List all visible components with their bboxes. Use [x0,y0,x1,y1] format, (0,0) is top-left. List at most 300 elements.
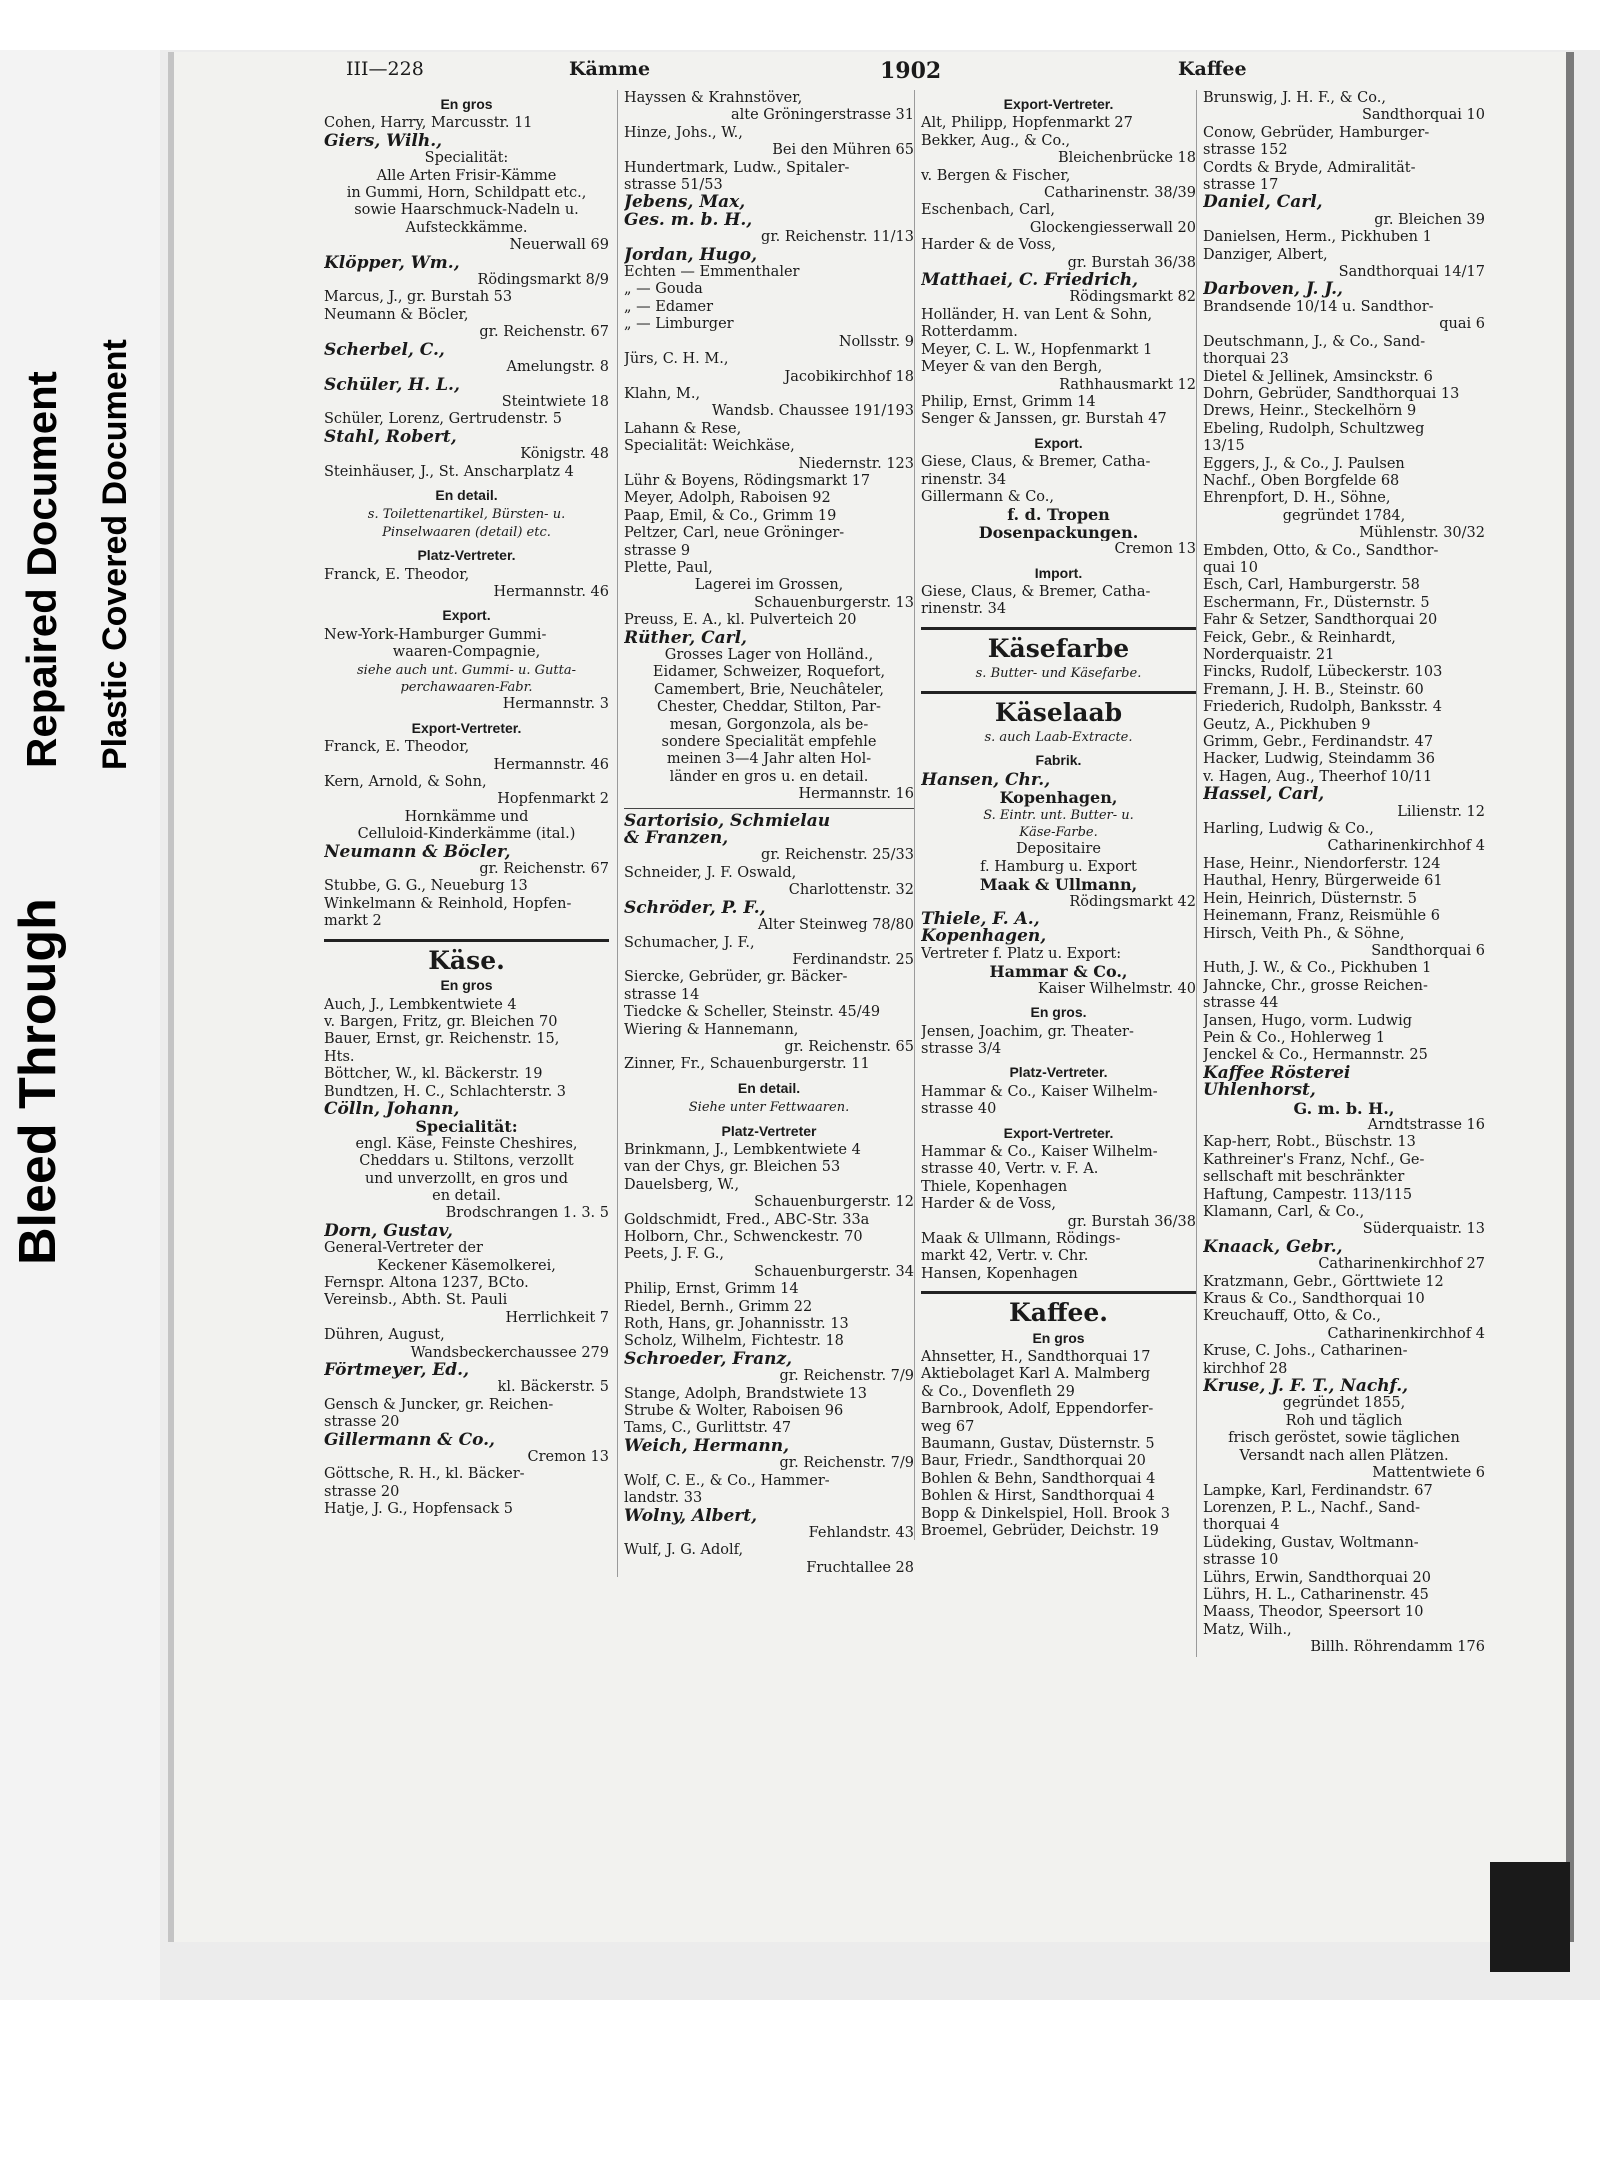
header-year: 1902 [880,58,942,84]
directory-entry: v. Hagen, Aug., Theerhof 10/11 [1203,768,1433,785]
directory-entry: Hacker, Ludwig, Steindamm 36 [1203,751,1435,768]
directory-entry: Auch, J., Lembkentwiete 4 [324,996,517,1013]
directory-entry: Bauer, Ernst, gr. Reichenstr. 15, [324,1031,560,1048]
entry-description: sowie Haarschmuck-Nadeln u. [354,202,579,219]
directory-entry: sellschaft mit beschränkter [1203,1169,1405,1186]
label-repaired-document: Repaired Document [18,371,65,768]
directory-entry: strasse 14 [624,986,700,1003]
directory-entry: Brinkmann, J., Lembkentwiete 4 [624,1141,861,1158]
entry-address: Niedernstr. 123 [798,455,914,472]
directory-entry: Klamann, Carl, & Co., [1203,1204,1365,1220]
entry-address: Hopfenmarkt 2 [497,791,609,808]
entry-address: Catharinenkirchhof 27 [1318,1256,1485,1273]
directory-entry: kirchhof 28 [1203,1360,1288,1377]
entry-address: Glockengiesserwall 20 [1029,219,1196,236]
directory-entry: Klahn, M., [624,385,701,402]
directory-entry: strasse 51/53 [624,177,723,194]
directory-entry: Hammar & Co., Kaiser Wilhelm- [921,1083,1158,1100]
directory-entry: & Co., Dovenfleth 29 [921,1383,1075,1400]
directory-entry: Harder & de Voss, [921,1196,1056,1213]
directory-entry: Bohlen & Behn, Sandthorquai 4 [921,1470,1156,1487]
entry-description: en detail. [432,1187,501,1204]
directory-entry: Fremann, J. H. B., Steinstr. 60 [1203,681,1424,698]
header-left-keyword: Kämme [569,58,651,80]
directory-entry: General-Vertreter der [324,1240,483,1257]
directory-entry: Baumann, Gustav, Düsternstr. 5 [921,1436,1155,1453]
emphasis-text: Hammar & Co., [989,963,1128,981]
directory-entry: Hauthal, Henry, Bürgerweide 61 [1203,873,1443,890]
firm-name: Gillermann & Co., [324,1431,495,1450]
firm-name: Kaffee Rösterei [1203,1064,1351,1083]
side-label-strip [0,50,160,2000]
directory-entry: Hirsch, Veith Ph., & Söhne, [1203,925,1405,942]
entry-description: Keckener Käsemolkerei, [377,1257,556,1274]
firm-name: Sartorisio, Schmielau [624,812,831,831]
directory-entry: Eggers, J., & Co., J. Paulsen [1203,455,1405,472]
firm-name: Weich, Hermann, [624,1437,790,1456]
directory-entry: Dohrn, Gebrüder, Sandthorquai 13 [1203,385,1460,402]
directory-entry: Barnbrook, Adolf, Eppendorfer- [921,1401,1154,1418]
cross-reference: s. Butter- und Käsefarbe. [975,666,1142,682]
entry-description: waaren-Compagnie, [392,644,541,661]
directory-entry: Thiele, Kopenhagen [921,1178,1068,1195]
entry-description: Cheddars u. Stiltons, verzollt [359,1153,574,1170]
directory-entry: Grimm, Gebr., Ferdinandstr. 47 [1203,734,1434,751]
section-title: Käse. [428,945,505,975]
directory-entry: Holborn, Chr., Schwenckestr. 70 [624,1229,863,1245]
entry-address: Rödingsmarkt 42 [1069,893,1196,910]
directory-entry: strasse 44 [1203,995,1279,1012]
section-divider [921,1291,1196,1294]
entry-description: Roh und täglich [1285,1412,1403,1429]
directory-entry: Peets, J. F. G., [624,1246,724,1263]
firm-name: Stahl, Robert, [324,428,457,447]
directory-entry: Senger & Janssen, gr. Burstah 47 [921,411,1167,428]
section-divider [324,939,609,942]
entry-address: Schauenburgerstr. 34 [754,1263,914,1280]
section-divider [921,627,1196,630]
section-title: Käsefarbe [987,633,1130,663]
directory-entry: Steinhäuser, J., St. Anscharplatz 4 [324,463,574,480]
directory-entry: Preuss, E. A., kl. Pulverteich 20 [624,612,857,629]
firm-name: Schroeder, Franz, [624,1350,793,1369]
subsection-heading: En detail. [737,1079,801,1096]
entry-address: Catharinenkirchhof 4 [1327,1325,1485,1342]
page-number: III—228 [346,58,424,80]
directory-entry: Gensch & Juncker, gr. Reichen- [324,1396,554,1413]
directory-entry: Wiering & Hannemann, [624,1021,799,1038]
entry-address: quai 6 [1439,316,1485,333]
directory-entry: Hayssen & Krahnstöver, [624,90,803,106]
column-3 [914,90,1196,1540]
directory-entry: Hts. [324,1048,355,1065]
entry-address: Hermannstr. 46 [493,756,609,773]
firm-name: Kopenhagen, [921,928,1047,946]
firm-name: & Franzen, [624,830,729,848]
directory-entry: Philip, Ernst, Grimm 14 [624,1281,799,1298]
directory-entry: Bopp & Dinkelspiel, Holl. Brook 3 [921,1505,1171,1522]
entry-address: Mattentwiete 6 [1372,1465,1485,1482]
cross-reference: Pinselwaaren (detail) etc. [382,524,551,540]
entry-address: gr. Reichenstr. 7/9 [779,1368,914,1385]
entry-address: Wandsb. Chaussee 191/193 [711,403,914,420]
emphasis-text: Maak & Ullmann, [979,876,1138,894]
entry-address: Süderquaistr. 13 [1362,1221,1485,1238]
directory-entry: Holländer, H. van Lent & Sohn, [921,306,1153,323]
subsection-heading: Export-Vertreter. [1003,1124,1114,1141]
directory-entry: Franck, E. Theodor, [324,566,470,583]
directory-entry: Kap-herr, Robt., Büschstr. 13 [1203,1134,1416,1151]
directory-entry: Böttcher, W., kl. Bäckerstr. 19 [324,1066,543,1083]
entry-address: Amelungstr. 8 [506,359,609,376]
directory-entry: markt 42, Vertr. v. Chr. [921,1248,1089,1265]
directory-entry: Friederich, Rudolph, Banksstr. 4 [1203,699,1442,716]
directory-entry: Jensen, Joachim, gr. Theater- [921,1023,1134,1040]
directory-entry: Heinemann, Franz, Reismühle 6 [1203,908,1440,925]
entry-address: gr. Bleichen 39 [1374,211,1485,228]
directory-entry: Göttsche, R. H., kl. Bäcker- [324,1466,525,1483]
directory-entry: Embden, Otto, & Co., Sandthor- [1203,542,1439,559]
document-page [168,52,1574,1942]
directory-entry: Alt, Philipp, Hopfenmarkt 27 [921,115,1133,132]
entry-address: Sandthorquai 10 [1362,107,1485,124]
directory-entry: Zinner, Fr., Schauenburgerstr. 11 [624,1056,870,1073]
directory-entry: Fahr & Setzer, Sandthorquai 20 [1203,612,1438,629]
entry-address: Schauenburgerstr. 13 [754,594,914,611]
directory-entry: Siercke, Gebrüder, gr. Bäcker- [624,969,848,986]
entry-address: Schauenburgerstr. 12 [754,1194,914,1211]
entry-address: Wandsbeckerchaussee 279 [410,1344,609,1361]
directory-entry: Gillermann & Co., [921,488,1054,505]
directory-entry: strasse 40, Vertr. v. F. A. [921,1161,1099,1178]
directory-entry: Kern, Arnold, & Sohn, [324,774,487,791]
directory-entry: Echten — Emmenthaler [624,264,800,281]
directory-entry: Ehrenpfort, D. H., Söhne, [1203,490,1391,507]
directory-entry: Wulf, J. G. Adolf, [624,1542,744,1559]
emphasis-text: Kopenhagen, [999,789,1118,807]
directory-entry: Jürs, C. H. M., [624,351,729,368]
firm-name: Klöpper, Wm., [324,254,460,273]
entry-address: gr. Burstah 36/38 [1067,254,1196,271]
entry-description: engl. Käse, Feinste Cheshires, [355,1135,578,1152]
directory-entry: Stubbe, G. G., Neueburg 13 [324,878,528,895]
directory-entry: Cordts & Bryde, Admiralität- [1203,159,1416,176]
entry-description: frisch geröstet, sowie täglichen [1228,1430,1460,1447]
directory-entry: Goldschmidt, Fred., ABC-Str. 33a [624,1211,870,1228]
entry-address: Brodschrangen 1. 3. 5 [445,1205,609,1222]
label-plastic-covered-document: Plastic Covered Document [96,339,134,770]
directory-entry: thorquai 4 [1203,1517,1280,1534]
entry-address: Fehlandstr. 43 [808,1524,914,1541]
entry-address: Rödingsmarkt 8/9 [477,272,609,289]
entry-description: meinen 3—4 Jahr alten Hol- [666,751,872,768]
entry-address: kl. Bäckerstr. 5 [497,1379,609,1396]
directory-entry: Ebeling, Rudolph, Schultzweg [1203,420,1425,437]
directory-entry: Peltzer, Carl, neue Gröninger- [624,525,845,542]
entry-description: gegründet 1784, [1282,507,1406,524]
emphasis-text: Specialität: [415,1118,518,1136]
directory-entry: strasse 17 [1203,177,1279,194]
directory-entry: Eschermann, Fr., Düsternstr. 5 [1203,594,1430,611]
directory-entry: Lührs, H. L., Catharinenstr. 45 [1203,1586,1429,1603]
directory-entry: Paap, Emil, & Co., Grimm 19 [624,507,837,524]
entry-description: gegründet 1855, [1282,1395,1406,1412]
firm-name: Giers, Wilh., [324,132,443,151]
directory-entry: 13/15 [1203,438,1245,455]
directory-entry: Bekker, Aug., & Co., [921,132,1071,149]
directory-entry: Esch, Carl, Hamburgerstr. 58 [1203,577,1420,594]
directory-entry: Riedel, Bernh., Grimm 22 [624,1298,813,1315]
directory-entry: Winkelmann & Reinhold, Hopfen- [324,895,572,912]
directory-entry: „ — Edamer [624,298,714,315]
entry-address: Hermannstr. 16 [798,786,914,803]
entry-address: Charlottenstr. 32 [788,882,914,899]
entry-address: gr. Reichenstr. 67 [479,861,609,878]
entry-description: Lagerei im Grossen, [694,577,844,594]
subsection-heading: Import. [1034,564,1083,581]
firm-name: Wolny, Albert, [624,1507,758,1525]
directory-entry: Hansen, Kopenhagen [921,1265,1078,1282]
directory-entry: Bundtzen, H. C., Schlachterstr. 3 [324,1083,567,1100]
entry-description: Depositaire [1016,841,1101,858]
entry-address: alte Gröningerstrasse 31 [730,107,914,124]
entry-description: Specialität: [424,150,509,167]
entry-address: Kaiser Wilhelmstr. 40 [1037,980,1196,997]
directory-entry: strasse 40 [921,1101,997,1118]
directory-entry: strasse 3/4 [921,1040,1002,1057]
entry-description: Celluloid-Kinderkämme (ital.) [357,826,576,843]
directory-entry: Meyer, Adolph, Raboisen 92 [624,490,831,507]
scan-shadow-corner [1490,1862,1570,1972]
column-2 [617,90,914,1577]
directory-entry: Cohen, Harry, Marcusstr. 11 [324,115,533,132]
firm-name: Daniel, Carl, [1203,194,1323,212]
firm-name: Knaack, Gebr., [1203,1238,1343,1257]
directory-entry: rinenstr. 34 [921,601,1007,618]
directory-entry: Lüdeking, Gustav, Woltmann- [1203,1534,1419,1551]
directory-entry: Hammar & Co., Kaiser Wilhelm- [921,1143,1158,1160]
entry-address: Sandthorquai 6 [1371,942,1485,959]
directory-entry: „ — Gouda [624,281,703,298]
directory-entry: Hatje, J. G., Hopfensack 5 [324,1501,513,1518]
directory-entry: strasse 20 [324,1483,400,1500]
directory-entry: Lahann & Rese, [624,420,742,437]
entry-address: Ferdinandstr. 25 [792,951,914,968]
directory-entry: Huth, J. W., & Co., Pickhuben 1 [1203,960,1432,977]
directory-entry: thorquai 23 [1203,351,1289,368]
entry-address: gr. Reichenstr. 7/9 [779,1455,914,1472]
subsection-heading: Export. [442,607,491,624]
entry-address: gr. Reichenstr. 11/13 [761,229,914,246]
firm-name: Jordan, Hugo, [624,246,758,265]
directory-entry: Lührs, Erwin, Sandthorquai 20 [1203,1569,1432,1586]
directory-entry: Giese, Claus, & Bremer, Catha- [921,454,1151,471]
subsection-heading: Platz-Vertreter. [417,547,516,564]
directory-entry: Marcus, J., gr. Burstah 53 [324,289,513,306]
directory-entry: Hein, Heinrich, Düsternstr. 5 [1203,890,1418,907]
cross-reference: perchawaaren-Fabr. [400,680,533,695]
directory-entry: Jahncke, Chr., grosse Reichen- [1203,977,1428,994]
directory-entry: Vereinsb., Abth. St. Pauli [324,1292,508,1309]
entry-address: Catharinenkirchhof 4 [1327,838,1485,855]
firm-name: Darboven, J. J., [1203,281,1343,299]
firm-name: Jebens, Max, [624,194,746,212]
directory-entry: Aktiebolaget Karl A. Malmberg [921,1366,1151,1383]
directory-entry: Pein & Co., Hohlerweg 1 [1203,1029,1386,1046]
entry-description: Aufsteckkämme. [405,219,528,236]
directory-entry: Plette, Paul, [624,559,713,576]
emphasis-text: f. d. Tropen [1007,506,1110,524]
directory-entry: Tiedcke & Scheller, Steinstr. 45/49 [624,1004,881,1021]
emphasis-text: Dosenpackungen. [978,523,1139,542]
directory-entry: Dühren, August, [324,1327,445,1344]
firm-name: Ges. m. b. H., [624,211,753,230]
directory-entry: Geutz, A., Pickhuben 9 [1203,716,1371,733]
subsection-heading: Export. [1034,434,1083,451]
entry-address: Sandthorquai 14/17 [1338,264,1485,281]
firm-name: Hassel, Carl, [1203,786,1325,804]
directory-entry: quai 10 [1203,559,1258,576]
directory-entry: Schneider, J. F. Oswald, [624,864,797,881]
directory-entry: Conow, Gebrüder, Hamburger- [1203,124,1430,141]
page-edge-shadow [1566,52,1574,1942]
section-divider [921,691,1196,694]
entry-address: Billh. Röhrendamm 176 [1310,1639,1485,1656]
column-4 [1196,90,1485,1657]
entry-description: und unverzollt, en gros und [364,1170,569,1187]
directory-entry: Hase, Heinr., Niendorferstr. 124 [1203,855,1441,872]
firm-name: Schröder, P. F., [624,899,766,918]
subsection-heading: Export-Vertreter. [411,719,522,736]
directory-entry: Giese, Claus, & Bremer, Catha- [921,583,1151,600]
entry-address: Cremon 13 [1114,541,1196,558]
directory-entry: strasse 9 [624,542,691,559]
entry-description: länder en gros u. en detail. [669,768,869,785]
emphasis-text: G. m. b. H., [1293,1099,1395,1117]
directory-entry: Brunswig, J. H. F., & Co., [1203,90,1386,106]
firm-name: Matthaei, C. Friedrich, [921,272,1139,290]
entry-address: Fruchtallee 28 [806,1559,914,1576]
directory-entry: markt 2 [324,913,382,930]
directory-entry: Matz, Wilh., [1203,1621,1292,1638]
directory-entry: Wolf, C. E., & Co., Hammer- [624,1472,830,1489]
directory-entry: „ — Limburger [624,316,734,333]
directory-entry: Deutschmann, J., & Co., Sand- [1203,333,1426,350]
directory-entry: Strube & Wolter, Raboisen 96 [624,1403,844,1420]
firm-name: Neumann & Böcler, [324,843,511,862]
section-title: Käselaab [994,697,1123,727]
entry-address: Arndtstrasse 16 [1367,1116,1485,1133]
entry-address: gr. Reichenstr. 65 [784,1038,914,1055]
entry-address: Hermannstr. 46 [493,583,609,600]
directory-entry: Lampke, Karl, Ferdinandstr. 67 [1203,1482,1433,1499]
entry-address: gr. Reichenstr. 25/33 [761,847,914,864]
directory-entry: Broemel, Gebrüder, Deichstr. 19 [921,1523,1159,1540]
entry-address: Mühlenstr. 30/32 [1359,525,1485,542]
entry-description: mesan, Gorgonzola, als be- [669,716,869,733]
entry-description: f. Hamburg u. Export [980,858,1137,875]
entry-description: sondere Specialität empfehle [661,734,877,751]
directory-entry: Meyer & van den Bergh, [921,359,1103,376]
directory-entry: Kratzmann, Gebr., Görttwiete 12 [1203,1273,1444,1290]
directory-entry: strasse 10 [1203,1552,1279,1569]
directory-entry: Schumacher, J. F., [624,934,755,951]
directory-entry: Lühr & Boyens, Rödingsmarkt 17 [624,472,871,489]
subsection-heading: Fabrik. [1035,752,1082,769]
directory-entry: Specialität: Weichkäse, [624,438,795,455]
entry-address: Alter Steinweg 78/80 [757,917,914,934]
entry-address: Cremon 13 [527,1449,609,1466]
directory-entry: Norderquaistr. 21 [1203,647,1335,663]
entry-address: Rödingsmarkt 82 [1069,289,1196,306]
subsection-heading: En detail. [435,486,498,503]
firm-name: Schüler, H. L., [324,376,460,394]
directory-entry: v. Bergen & Fischer, [921,167,1071,184]
entry-address: Catharinenstr. 38/39 [1044,185,1196,202]
directory-entry: v. Bargen, Fritz, gr. Bleichen 70 [324,1013,558,1030]
directory-entry: Scholz, Wilhelm, Fichtestr. 18 [624,1333,844,1350]
directory-entry: Dietel & Jellinek, Amsinckstr. 6 [1203,368,1433,385]
directory-entry: Neumann & Böcler, [324,306,469,323]
directory-entry: Vertreter f. Platz u. Export: [921,945,1122,962]
entry-address: Bei den Mühren 65 [772,142,914,159]
entry-address: Lilienstr. 12 [1397,803,1485,820]
header-right-keyword: Kaffee [1178,58,1247,80]
entry-description: Eidamer, Schweizer, Roquefort, [652,664,886,681]
directory-entry: Kraus & Co., Sandthorquai 10 [1203,1291,1425,1308]
directory-entry: van der Chys, gr. Bleichen 53 [624,1159,841,1176]
firm-name: Scherbel, C., [324,341,445,360]
entry-description: Grosses Lager von Holländ., [664,647,874,663]
directory-entry: Dauelsberg, W., [624,1176,740,1193]
label-bleed-through: Bleed Through [9,898,67,1265]
page-header [174,52,1574,86]
entry-address: Jacobikirchhof 18 [784,368,914,385]
subsection-heading: Export-Vertreter. [1003,96,1114,112]
subsection-heading: En gros. [1030,1004,1087,1021]
cross-reference: Käse-Farbe. [1019,825,1098,841]
directory-entry: Harling, Ludwig & Co., [1203,821,1374,838]
firm-name: Dorn, Gustav, [324,1222,453,1241]
section-divider [624,808,914,809]
cross-reference: Siehe unter Fettwaaren. [688,1100,850,1116]
directory-entry: Maak & Ullmann, Rödings- [921,1230,1121,1247]
directory-entry: Eschenbach, Carl, [921,202,1055,219]
directory-entry: Maass, Theodor, Speersort 10 [1203,1604,1424,1621]
firm-name: Uhlenhorst, [1203,1082,1316,1100]
directory-entry: Franck, E. Theodor, [324,739,470,756]
directory-entry: Fernspr. Altona 1237, BCto. [324,1275,529,1291]
entry-address: Herrlichkeit 7 [505,1309,609,1326]
directory-entry: Kreuchauff, Otto, & Co., [1203,1308,1381,1325]
section-title: Kaffee. [1009,1298,1108,1328]
entry-address: gr. Reichenstr. 67 [479,324,609,341]
subsection-heading: En gros [1032,1329,1085,1346]
subsection-heading: Platz-Vertreter. [1009,1064,1108,1081]
directory-entry: Drews, Heinr., Steckelhörn 9 [1203,403,1417,420]
firm-name: Rüther, Carl, [624,629,747,647]
directory-entry: Philip, Ernst, Grimm 14 [921,393,1096,410]
firm-name: Hansen, Chr., [921,771,1051,790]
entry-address: Rathhausmarkt 12 [1059,376,1196,393]
directory-entry: Hundertmark, Ludw., Spitaler- [624,159,850,176]
directory-entry: Feick, Gebr., & Reinhardt, [1203,629,1396,646]
directory-entry: Hinze, Johs., W., [624,124,743,141]
entry-address: Königstr. 48 [520,446,609,463]
directory-entry: Nachf., Oben Borgfelde 68 [1203,472,1400,489]
firm-name: Cölln, Johann, [324,1100,460,1119]
directory-entry: Baur, Friedr., Sandthorquai 20 [921,1453,1146,1470]
